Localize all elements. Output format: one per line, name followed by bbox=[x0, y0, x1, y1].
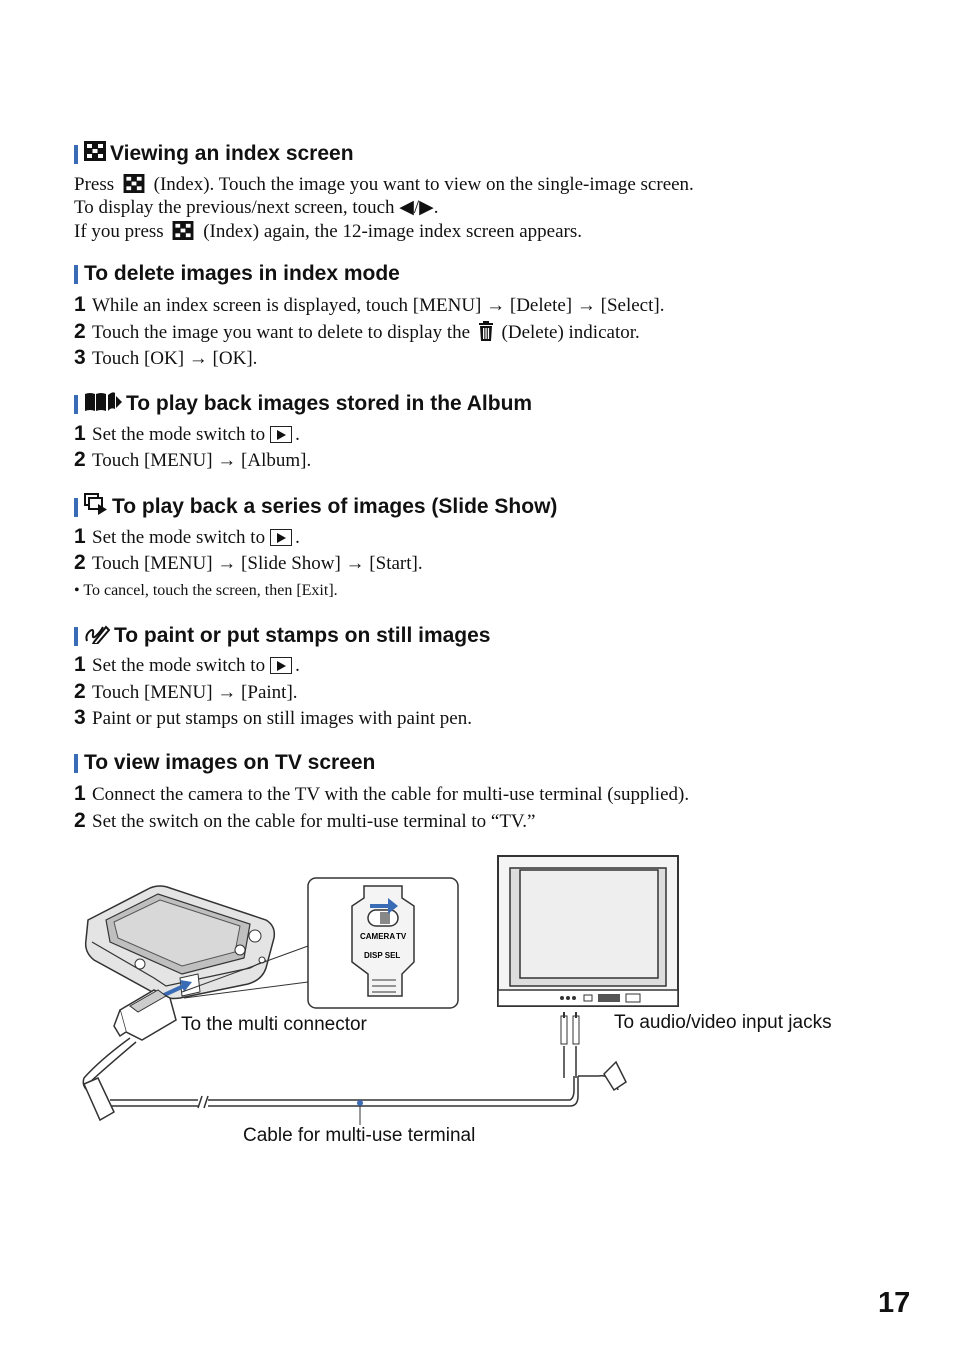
step-line: 2 Touch [MENU] → [Slide Show] → [Start]. bbox=[74, 551, 423, 574]
usb-plug bbox=[604, 1062, 626, 1090]
step-line: 3 Touch [OK] → [OK]. bbox=[74, 346, 258, 369]
heading-tv bbox=[74, 751, 375, 775]
album-icon bbox=[84, 390, 122, 418]
tv-connection-figure bbox=[70, 850, 870, 1140]
step-line: 2 Touch [MENU] → [Paint]. bbox=[74, 680, 298, 703]
rca-plug-right bbox=[573, 1012, 579, 1044]
heading-text: To view images on TV screen bbox=[84, 751, 376, 774]
playback-mode-icon bbox=[270, 426, 292, 443]
heading-bar bbox=[74, 265, 78, 284]
heading-text: To paint or put stamps on still images bbox=[114, 624, 491, 647]
camera-illustration bbox=[86, 886, 275, 999]
heading-bar bbox=[74, 395, 78, 414]
step-line: 1 While an index screen is displayed, touch [MENU] → [Delete] → [Select]. bbox=[74, 293, 665, 316]
paragraph-line: If you press (Index) again, the 12-image index screen appears. bbox=[74, 220, 582, 247]
step-line: 2 Touch the image you want to delete to display the (Delete) indicator. bbox=[74, 320, 640, 348]
cable-pointer-dot bbox=[357, 1100, 363, 1106]
switch-camera-label: CAMERA bbox=[360, 932, 396, 941]
note-text: • To cancel, touch the screen, then [Exit]. bbox=[74, 582, 338, 599]
heading-text: To delete images in index mode bbox=[84, 262, 400, 285]
switch-zoom-box bbox=[308, 878, 458, 1008]
page-number: 17 bbox=[878, 1287, 911, 1319]
heading-viewing-index bbox=[74, 141, 354, 167]
switch-tv-label: TV bbox=[396, 932, 407, 941]
cable-end-plug bbox=[84, 1078, 114, 1120]
label-multi-connector: To the multi connector bbox=[181, 1014, 367, 1035]
playback-mode-icon bbox=[270, 529, 292, 546]
paint-pen-icon bbox=[84, 622, 110, 650]
heading-paint bbox=[74, 622, 490, 650]
heading-slideshow bbox=[74, 493, 557, 521]
heading-album bbox=[74, 390, 532, 418]
heading-bar bbox=[74, 627, 78, 646]
step-line: 1 Connect the camera to the TV with the cable for multi-use terminal (supplied). bbox=[74, 782, 690, 805]
step-line: 2 Set the switch on the cable for multi-use terminal to “TV.” bbox=[74, 809, 536, 832]
tv-illustration bbox=[498, 856, 678, 1006]
heading-text: Viewing an index screen bbox=[110, 142, 354, 165]
heading-text: To play back images stored in the Album bbox=[126, 392, 533, 415]
step-line: 1 Set the mode switch to . bbox=[74, 653, 300, 676]
multi-connector-plug bbox=[114, 990, 176, 1040]
heading-text: To play back a series of images (Slide Show) bbox=[112, 495, 558, 518]
av-cable bbox=[83, 1038, 618, 1108]
index-icon bbox=[171, 221, 195, 247]
index-icon bbox=[84, 141, 106, 167]
step-line: 1 Set the mode switch to . bbox=[74, 422, 300, 445]
switch-disp-label: DISP SEL bbox=[364, 951, 401, 960]
label-av-jacks: To audio/video input jacks bbox=[614, 1012, 832, 1033]
slideshow-icon bbox=[84, 493, 108, 521]
paragraph-line: Press (Index). Touch the image you want to view on the single-image screen. bbox=[74, 173, 694, 200]
heading-bar bbox=[74, 145, 78, 164]
trash-icon bbox=[478, 321, 494, 348]
heading-bar bbox=[74, 498, 78, 517]
step-line: 2 Touch [MENU] → [Album]. bbox=[74, 448, 312, 471]
heading-delete-index bbox=[74, 262, 400, 286]
step-line: 1 Set the mode switch to . bbox=[74, 525, 300, 548]
rca-plug-left bbox=[561, 1012, 567, 1044]
playback-mode-icon bbox=[270, 657, 292, 674]
heading-bar bbox=[74, 754, 78, 773]
label-cable: Cable for multi-use terminal bbox=[243, 1125, 476, 1146]
step-line: 3 Paint or put stamps on still images with paint pen. bbox=[74, 706, 472, 729]
paragraph-line: To display the previous/next screen, touch ◀/▶. bbox=[74, 197, 439, 218]
